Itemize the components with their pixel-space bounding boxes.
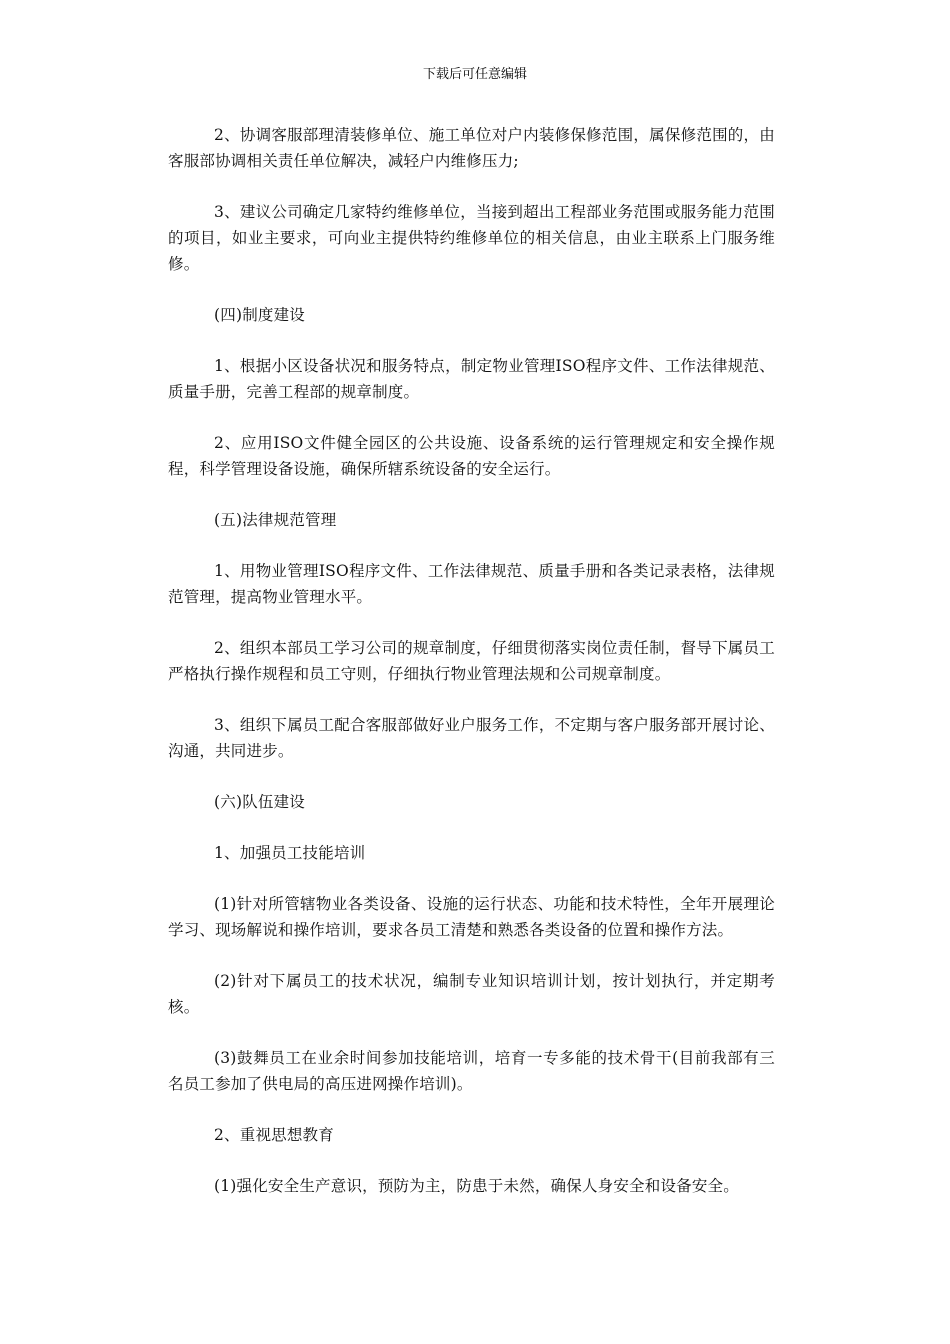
paragraph-iso-facilities: 2、应用ISO文件健全园区的公共设施、设备系统的运行管理规定和安全操作规程，科学管理设备设施，确保所辖系统设备的安全运行。	[168, 434, 775, 478]
paragraph-equipment-training: (1)针对所管辖物业各类设备、设施的运行状态、功能和技术特性，全年开展理论学习、现场解说和操作培训，要求各员工清楚和熟悉各类设备的位置和操作方法。	[168, 895, 775, 939]
page-header: 下载后可任意编辑	[422, 67, 527, 82]
paragraph-legal-standards: 1、用物业管理ISO程序文件、工作法律规范、质量手册和各类记录表格，法律规范管理，提高物业管理水平。	[168, 562, 775, 606]
section-heading-legal-management: (五)法律规范管理	[214, 511, 337, 529]
subheading-skill-training: 1、加强员工技能培训	[214, 844, 366, 862]
section-heading-team-building: (六)队伍建设	[214, 793, 305, 811]
paragraph-training-plan: (2)针对下属员工的技术状况，编制专业知识培训计划，按计划执行，并定期考核。	[168, 972, 775, 1016]
subheading-ideological-education: 2、重视思想教育	[214, 1126, 334, 1144]
paragraph-customer-service: 3、组织下属员工配合客服部做好业户服务工作，不定期与客户服务部开展讨论、沟通，共同进步。	[168, 716, 775, 760]
section-heading-system-building: (四)制度建设	[214, 306, 305, 324]
paragraph-safety-awareness: (1)强化安全生产意识，预防为主，防患于未然，确保人身安全和设备安全。	[214, 1177, 739, 1195]
paragraph-coordinate-warranty: 2、协调客服部理清装修单位、施工单位对户内装修保修范围，属保修范围的，由客服部协调相关责任单位解决，减轻户内维修压力;	[168, 126, 775, 170]
paragraph-special-repair-units: 3、建议公司确定几家特约维修单位，当接到超出工程部业务范围或服务能力范围的项目，如业主要求，可向业主提供特约维修单位的相关信息，由业主联系上门服务维修。	[168, 203, 775, 273]
paragraph-iso-procedures: 1、根据小区设备状况和服务特点，制定物业管理ISO程序文件、工作法律规范、质量手册，完善工程部的规章制度。	[168, 357, 775, 401]
paragraph-staff-rules: 2、组织本部员工学习公司的规章制度，仔细贯彻落实岗位责任制，督导下属员工严格执行操作规程和员工守则，仔细执行物业管理法规和公司规章制度。	[168, 639, 775, 683]
paragraph-encourage-training: (3)鼓舞员工在业余时间参加技能培训，培育一专多能的技术骨干(目前我部有三名员工参加了供电局的高压进网操作培训)。	[168, 1049, 775, 1093]
document-body	[168, 122, 775, 1224]
